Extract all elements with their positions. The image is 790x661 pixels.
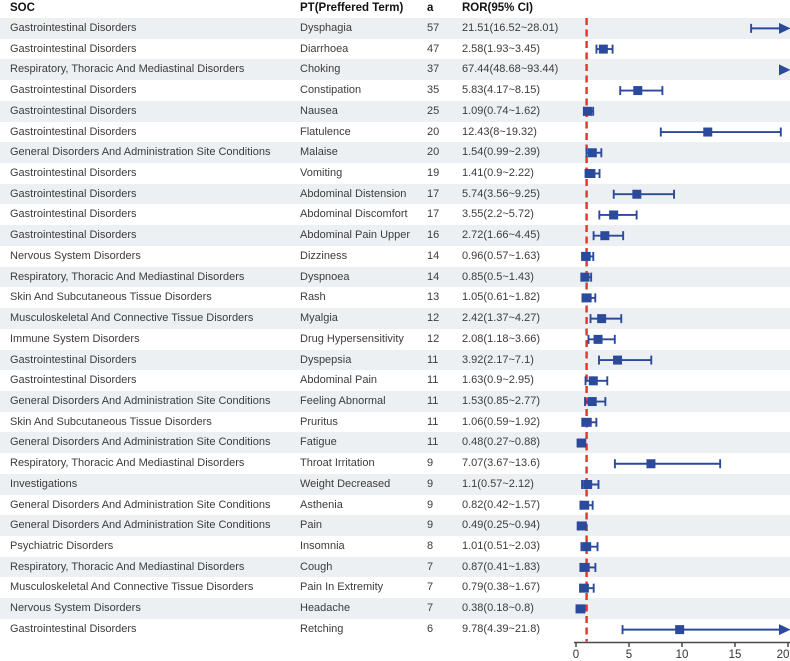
cell-pt: Throat Irritation (300, 457, 375, 470)
cell-a: 9 (427, 477, 434, 490)
cell-soc: General Disorders And Administration Site Conditions (10, 394, 271, 407)
ror-marker (577, 439, 586, 448)
ror-marker (675, 625, 684, 634)
cell-ror_text: 1.54(0.99~2.39) (462, 146, 540, 159)
cell-pt: Pain In Extremity (300, 581, 384, 594)
cell-ror_text: 5.74(3.56~9.25) (462, 187, 540, 200)
cell-a: 7 (427, 581, 434, 594)
cell-soc: Nervous System Disorders (10, 249, 141, 262)
cell-soc: Gastrointestinal Disorders (10, 229, 137, 242)
cell-pt: Flatulence (300, 125, 351, 138)
cell-ror_text: 0.87(0.41~1.83) (462, 560, 540, 573)
cell-a: 16 (427, 229, 440, 242)
cell-pt: Dyspepsia (300, 353, 352, 366)
ror-marker (609, 210, 618, 219)
ror-marker (583, 107, 592, 116)
cell-pt: Abdominal Pain (300, 374, 378, 387)
cell-pt: Vomiting (300, 167, 343, 180)
ror-marker (583, 293, 592, 302)
ror-marker (580, 584, 589, 593)
cell-soc: Gastrointestinal Disorders (10, 22, 137, 34)
cell-soc: Musculoskeletal And Connective Tissue Disorders (10, 312, 254, 325)
cell-soc: Gastrointestinal Disorders (10, 374, 137, 387)
cell-soc: Respiratory, Thoracic And Mediastinal Disorders (10, 63, 245, 76)
ror-marker (633, 86, 642, 95)
cell-soc: Gastrointestinal Disorders (10, 353, 137, 366)
cell-a: 9 (427, 519, 434, 532)
cell-pt: Drug Hypersensitivity (300, 332, 404, 345)
cell-soc: Gastrointestinal Disorders (10, 125, 137, 138)
cell-soc: Musculoskeletal And Connective Tissue Disorders (10, 581, 254, 594)
cell-ror_text: 0.79(0.38~1.67) (462, 581, 540, 594)
cell-ror_text: 0.96(0.57~1.63) (462, 249, 540, 262)
cell-ror_text: 67.44(48.68~93.44) (462, 63, 559, 76)
cell-ror_text: 12.43(8~19.32) (462, 125, 537, 138)
cell-ror_text: 9.78(4.39~21.8) (462, 622, 540, 635)
table-header (0, 0, 790, 18)
cell-ror_text: 0.82(0.42~1.57) (462, 498, 540, 511)
cell-a: 13 (427, 291, 440, 304)
cell-a: 25 (427, 104, 440, 117)
cell-ror_text: 1.05(0.61~1.82) (462, 291, 540, 304)
cell-a: 7 (427, 560, 434, 573)
cell-pt: Pain (300, 519, 323, 532)
cell-soc: Psychiatric Disorders (10, 539, 114, 552)
cell-pt: Diarrhoea (300, 42, 349, 55)
x-axis-tick-label: 10 (675, 648, 689, 661)
cell-a: 11 (427, 415, 439, 428)
cell-ror_text: 0.49(0.25~0.94) (462, 519, 540, 532)
cell-ror_text: 7.07(3.67~13.6) (462, 457, 540, 470)
cell-ror_text: 21.51(16.52~28.01) (462, 22, 559, 34)
ror-marker (600, 231, 609, 240)
cell-a: 9 (427, 498, 434, 511)
ror-marker (599, 45, 608, 54)
cell-a: 20 (427, 146, 440, 159)
ci-overflow-arrow (779, 23, 790, 34)
cell-ror_text: 1.06(0.59~1.92) (462, 415, 540, 428)
cell-a: 12 (427, 332, 440, 345)
cell-pt: Constipation (300, 84, 362, 97)
cell-pt: Headache (300, 602, 351, 615)
cell-a: 47 (427, 42, 440, 55)
cell-a: 11 (427, 353, 439, 366)
ror-marker (703, 128, 712, 137)
x-axis-tick-label: 15 (728, 648, 742, 661)
cell-pt: Choking (300, 63, 341, 76)
cell-pt: Asthenia (300, 498, 343, 511)
cell-a: 37 (427, 63, 440, 76)
ror-marker (597, 314, 606, 323)
cell-ror_text: 1.09(0.74~1.62) (462, 104, 540, 117)
cell-soc: Gastrointestinal Disorders (10, 622, 137, 635)
cell-a: 11 (427, 374, 439, 387)
cell-a: 35 (427, 84, 440, 97)
cell-ror_text: 0.85(0.5~1.43) (462, 270, 534, 283)
cell-soc: Investigations (10, 477, 78, 490)
cell-a: 57 (427, 22, 440, 34)
cell-ror_text: 3.55(2.2~5.72) (462, 208, 534, 221)
cell-soc: Respiratory, Thoracic And Mediastinal Disorders (10, 270, 245, 283)
cell-ror_text: 2.08(1.18~3.66) (462, 332, 540, 345)
cell-ror_text: 1.63(0.9~2.95) (462, 374, 534, 387)
cell-a: 12 (427, 312, 440, 325)
ror-marker (646, 459, 655, 468)
cell-soc: Nervous System Disorders (10, 602, 141, 615)
cell-pt: Abdominal Distension (300, 187, 407, 200)
cell-a: 17 (427, 208, 440, 221)
cell-soc: Skin And Subcutaneous Tissue Disorders (10, 415, 212, 428)
header-a: a (427, 2, 434, 14)
cell-ror_text: 3.92(2.17~7.1) (462, 353, 534, 366)
cell-a: 9 (427, 457, 434, 470)
ror-marker (582, 252, 591, 261)
cell-ror_text: 0.48(0.27~0.88) (462, 436, 540, 449)
cell-ror_text: 5.83(4.17~8.15) (462, 84, 540, 97)
cell-pt: Pruritus (300, 415, 338, 428)
cell-a: 11 (427, 436, 439, 449)
ror-marker (577, 521, 586, 530)
cell-pt: Dysphagia (300, 22, 352, 34)
cell-soc: Gastrointestinal Disorders (10, 187, 137, 200)
cell-pt: Rash (300, 291, 326, 304)
cell-pt: Myalgia (300, 312, 338, 325)
cell-ror_text: 2.42(1.37~4.27) (462, 312, 540, 325)
ror-marker (632, 190, 641, 199)
header-pt: PT(Preffered Term) (300, 2, 404, 14)
cell-pt: Insomnia (300, 539, 345, 552)
ror-marker (581, 273, 590, 282)
cell-ror_text: 1.53(0.85~2.77) (462, 394, 540, 407)
cell-pt: Fatigue (300, 436, 337, 449)
ror-marker (582, 542, 591, 551)
cell-soc: Gastrointestinal Disorders (10, 84, 137, 97)
cell-soc: Skin And Subcutaneous Tissue Disorders (10, 291, 212, 304)
ror-marker (588, 397, 597, 406)
cell-pt: Nausea (300, 104, 338, 117)
cell-a: 17 (427, 187, 440, 200)
cell-a: 7 (427, 602, 434, 615)
cell-a: 8 (427, 539, 434, 552)
ci-overflow-arrow (779, 624, 790, 635)
cell-a: 14 (427, 249, 440, 262)
ror-marker (576, 604, 585, 613)
ror-marker (613, 356, 622, 365)
cell-pt: Dizziness (300, 249, 348, 262)
cell-a: 6 (427, 622, 434, 635)
ror-marker (581, 563, 590, 572)
ror-marker (588, 148, 597, 157)
cell-pt: Weight Decreased (300, 477, 391, 490)
ror-marker (586, 169, 595, 178)
ror-marker (583, 480, 592, 489)
cell-soc: General Disorders And Administration Site Conditions (10, 436, 271, 449)
cell-pt: Abdominal Pain Upper (300, 229, 411, 242)
cell-pt: Malaise (300, 146, 338, 159)
cell-soc: General Disorders And Administration Site Conditions (10, 498, 271, 511)
cell-soc: Gastrointestinal Disorders (10, 42, 137, 55)
cell-a: 14 (427, 270, 440, 283)
cell-pt: Abdominal Discomfort (300, 208, 408, 221)
ror-marker (594, 335, 603, 344)
cell-soc: Gastrointestinal Disorders (10, 104, 137, 117)
cell-ror_text: 1.1(0.57~2.12) (462, 477, 534, 490)
ci-overflow-arrow (779, 64, 790, 75)
cell-pt: Feeling Abnormal (300, 394, 386, 407)
cell-ror_text: 2.58(1.93~3.45) (462, 42, 540, 55)
cell-a: 20 (427, 125, 440, 138)
cell-soc: Respiratory, Thoracic And Mediastinal Disorders (10, 560, 245, 573)
cell-soc: General Disorders And Administration Site Conditions (10, 146, 271, 159)
cell-soc: Respiratory, Thoracic And Mediastinal Disorders (10, 457, 245, 470)
ror-marker (583, 418, 592, 427)
cell-soc: Immune System Disorders (10, 332, 140, 345)
cell-ror_text: 1.41(0.9~2.22) (462, 167, 534, 180)
ror-marker (580, 501, 589, 510)
ror-marker (589, 376, 598, 385)
cell-pt: Cough (300, 560, 333, 573)
header-soc: SOC (10, 2, 35, 14)
cell-a: 19 (427, 167, 440, 180)
x-axis-tick-label: 5 (625, 648, 633, 661)
cell-soc: General Disorders And Administration Site Conditions (10, 519, 271, 532)
cell-pt: Retching (300, 622, 344, 635)
x-axis-tick-label: 20 (776, 648, 790, 661)
cell-pt: Dyspnoea (300, 270, 350, 283)
header-ror: ROR(95% CI) (462, 2, 533, 14)
cell-ror_text: 1.01(0.51~2.03) (462, 539, 540, 552)
cell-soc: Gastrointestinal Disorders (10, 167, 137, 180)
cell-ror_text: 2.72(1.66~4.45) (462, 229, 540, 242)
cell-ror_text: 0.38(0.18~0.8) (462, 602, 534, 615)
x-axis-tick-label: 0 (572, 648, 580, 661)
cell-soc: Gastrointestinal Disorders (10, 208, 137, 221)
cell-a: 11 (427, 394, 439, 407)
